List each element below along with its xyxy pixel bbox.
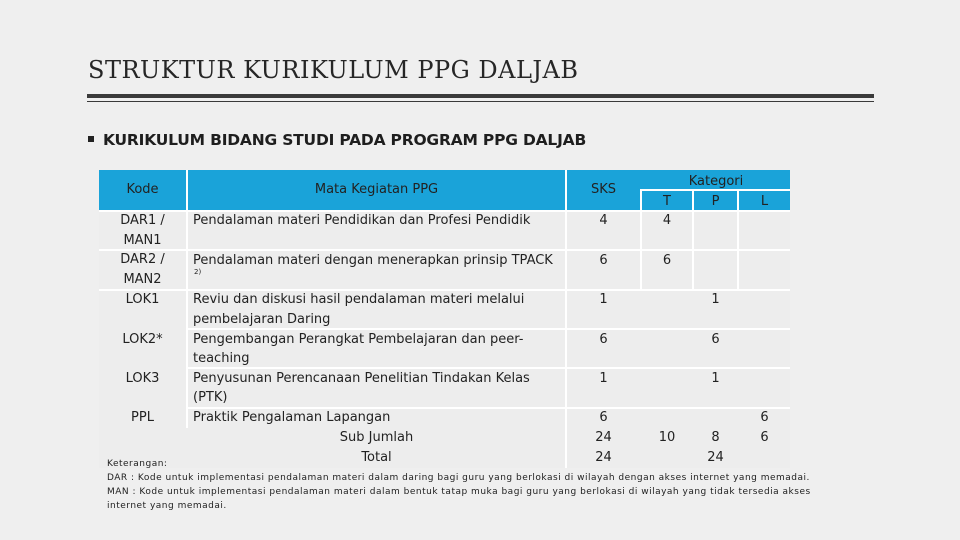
header-sks: SKS [590, 182, 617, 197]
row-6-l: 6 [760, 410, 769, 425]
row-3-sks: 1 [599, 292, 608, 307]
notes-heading: Keterangan: [107, 459, 168, 469]
page-title: STRUKTUR KURIKULUM PPG DALJAB [88, 56, 579, 84]
row-5-p: 1 [711, 371, 720, 386]
subtotal-label: Sub Jumlah [339, 430, 414, 445]
note-man: MAN : Kode untuk implementasi pendalaman materi dalam bentuk tatap muka bagi guru yang berlokasi di wilayah yang tidak tersedia akses [107, 487, 811, 497]
row-3-p: 1 [711, 292, 720, 307]
row-2-sks: 6 [599, 253, 608, 268]
section-heading-text: KURIKULUM BIDANG STUDI PADA PROGRAM PPG DALJAB [103, 131, 587, 149]
row-2-kode: DAR2 / MAN2 [120, 252, 165, 287]
subtotal-sks: 24 [595, 430, 612, 445]
row-1-kode: DAR1 / MAN1 [120, 213, 165, 248]
row-5-kode: LOK3 [125, 371, 160, 386]
row-4-p: 6 [711, 332, 720, 347]
header-p: P [711, 194, 720, 209]
header-kategori: Kategori [688, 174, 744, 189]
header-l: L [760, 194, 769, 209]
total-p: 24 [707, 450, 724, 465]
title-underline-thin [87, 101, 874, 102]
row-3-kegiatan-line-1: Reviu dan diskusi hasil pendalaman materi melalui [193, 292, 525, 307]
header-kode: Kode [126, 182, 159, 197]
row-2-kegiatan: Pendalaman materi dengan menerapkan prinsip TPACK [193, 253, 553, 268]
row-1-kegiatan: Pendalaman materi Pendidikan dan Profesi Pendidik [193, 213, 531, 228]
row-6-kode: PPL [131, 410, 154, 425]
header-mata-kegiatan: Mata Kegiatan PPG [314, 182, 439, 197]
row-4-kode: LOK2* [122, 332, 163, 347]
row-4-kegiatan-line-1: Pengembangan Perangkat Pembelajaran dan peer- [193, 332, 524, 347]
total-label: Total [361, 450, 392, 465]
row-3-kegiatan-line-2: pembelajaran Daring [193, 312, 331, 327]
row-6-sks: 6 [599, 410, 608, 425]
row-6-kegiatan: Praktik Pengalaman Lapangan [193, 410, 391, 425]
row-3-kode: LOK1 [125, 292, 160, 307]
subtotal-p: 8 [711, 430, 720, 445]
row-5-kegiatan-line-2: (PTK) [193, 390, 228, 405]
bullet-square-icon [88, 136, 94, 142]
row-1-t: 4 [662, 213, 672, 228]
row-2-t: 6 [662, 253, 672, 268]
row-5-sks: 1 [599, 371, 608, 386]
row-5-kegiatan-line-1: Penyusunan Perencanaan Penelitian Tindakan Kelas [193, 371, 530, 386]
title-underline-thick [87, 94, 874, 98]
section-heading [88, 131, 586, 149]
row-1-sks: 4 [599, 213, 608, 228]
note-dar: DAR : Kode untuk implementasi pendalaman materi dalam daring bagi guru yang berlokasi di wilayah dengan akses internet yang memadai. [107, 473, 810, 483]
row-4-sks: 6 [599, 332, 608, 347]
subtotal-t: 10 [658, 430, 676, 445]
total-sks: 24 [595, 450, 612, 465]
row-2-footnote-mark: 2) [194, 268, 202, 276]
note-man-continued: internet yang memadai. [107, 501, 227, 511]
header-t: T [663, 194, 671, 209]
subtotal-l: 6 [760, 430, 769, 445]
row-4-kegiatan-line-2: teaching [193, 351, 250, 366]
